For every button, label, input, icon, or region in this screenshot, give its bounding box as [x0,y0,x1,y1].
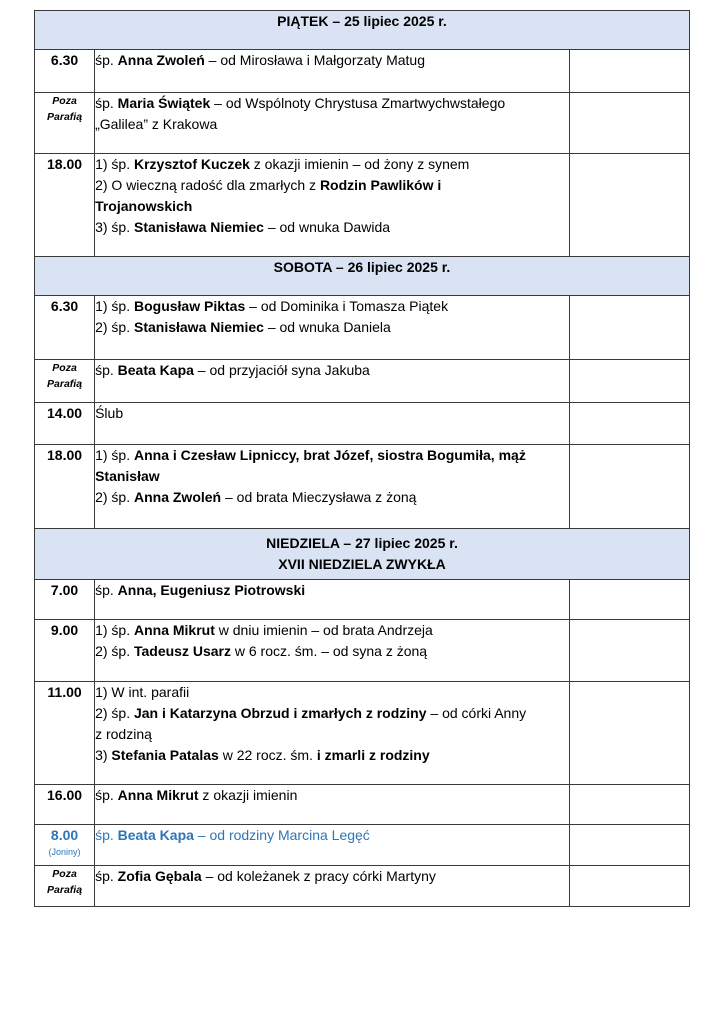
intention-line [95,296,569,317]
intention-line [95,93,569,114]
mass-time-label: 18.00 [47,447,83,463]
intention-text: „Galilea” z Krakowa [95,116,218,132]
mass-time [35,154,95,257]
notes-cell [569,93,689,154]
intention-name: Stanisława Niemiec [133,219,264,235]
intention-name: Beata Kapa [117,362,194,378]
mass-intention [95,580,570,620]
day-header-row [35,529,690,580]
day-subtitle: XVII NIEDZIELA ZWYKŁA [278,556,446,572]
intention-name: Bogusław Piktas [133,298,246,314]
mass-intention [95,445,570,529]
intention-line [95,196,569,217]
intention-text: z rodziną [95,726,152,742]
mass-entry-row [35,403,690,445]
mass-entry-row [35,825,690,866]
intention-name: Jan i Katarzyna Obrzud i zmarłych z rodziny [133,705,427,721]
mass-intention [95,50,570,93]
intention-text: z okazji imienin – od żony z synem [249,156,470,172]
intention-line [95,445,569,466]
mass-time [35,866,95,907]
intention-line [95,866,569,887]
intention-line [95,175,569,196]
notes-cell [569,403,689,445]
mass-time-label: 11.00 [47,684,82,700]
intention-line [95,682,569,703]
intention-text: śp. [95,787,118,803]
day-title: NIEDZIELA – 27 lipiec 2025 r. [266,535,458,551]
intention-line [95,785,569,806]
mass-time [35,620,95,682]
mass-time [35,825,95,866]
mass-time-label: Poza Parafią [47,868,83,896]
mass-time [35,403,95,445]
notes-cell [569,866,689,907]
mass-intention [95,682,570,785]
intention-line [95,641,569,662]
intention-text: – od przyjaciół syna Jakuba [193,362,370,378]
intention-line [95,360,569,381]
intention-text: – od Dominika i Tomasza Piątek [245,298,449,314]
intention-name: Anna Zwoleń [133,489,222,505]
day-title: SOBOTA – 26 lipiec 2025 r. [273,259,451,275]
mass-intention [95,403,570,445]
mass-entry-row [35,445,690,529]
intention-name: Anna Mikrut [133,622,215,638]
intention-text: – od Mirosława i Małgorzaty Matug [204,52,425,68]
mass-intention [95,93,570,154]
intention-text: 2) śp. [95,319,134,335]
notes-cell [569,296,689,360]
intention-text: 1) śp. [95,622,134,638]
day-header [35,529,690,580]
intention-text: 2) śp. [95,705,134,721]
intention-text: śp. [95,52,118,68]
day-header [35,257,690,296]
intention-text: – od koleżanek z pracy córki Martyny [201,868,436,884]
intention-name: Anna Mikrut [117,787,199,803]
mass-time [35,580,95,620]
mass-schedule-body [35,11,690,907]
intention-name: Maria Świątek [117,95,211,111]
day-title: PIĄTEK – 25 lipiec 2025 r. [277,13,447,29]
notes-cell [569,825,689,866]
mass-intention [95,360,570,403]
intention-text: 1) W int. parafii [95,684,190,700]
intention-line [95,487,569,508]
intention-text: 2) śp. [95,643,134,659]
mass-intention [95,296,570,360]
intention-text: śp. [95,582,118,598]
mass-intention [95,825,570,866]
mass-time [35,50,95,93]
intention-text: Ślub [95,405,124,421]
intention-line [95,703,569,724]
intention-name: Anna i Czesław Lipniccy, brat Józef, siostra Bogumiła, mąż [133,447,526,463]
mass-intention [95,866,570,907]
mass-entry-row [35,50,690,93]
intention-text: – od rodziny Marcina Legęć [193,827,370,843]
mass-time-label: 9.00 [50,622,79,638]
notes-cell [569,445,689,529]
mass-entry-row [35,620,690,682]
mass-time [35,682,95,785]
intention-text: w 22 rocz. śm. [218,747,317,763]
mass-time-label: Poza Parafią [47,95,83,123]
intention-text: – od Wspólnoty Chrystusa Zmartwychwstałego [210,95,506,111]
mass-entry-row [35,296,690,360]
intention-line [95,724,569,745]
mass-schedule-table [34,10,690,907]
intention-line [95,317,569,338]
notes-cell [569,360,689,403]
intention-text: – od wnuka Daniela [263,319,391,335]
intention-line [95,825,569,846]
notes-cell [569,620,689,682]
intention-text: – od brata Mieczysława z żoną [221,489,417,505]
mass-time-label: 18.00 [47,156,83,172]
mass-time [35,360,95,403]
intention-text: – od córki Anny [426,705,527,721]
mass-intention [95,620,570,682]
intention-text: 2) O wieczną radość dla zmarłych z [95,177,320,193]
intention-line [95,620,569,641]
intention-text: śp. [95,95,118,111]
mass-entry-row [35,580,690,620]
intention-text: z okazji imienin [198,787,298,803]
intention-text: 3) śp. [95,219,134,235]
mass-intention [95,154,570,257]
mass-time-label: 14.00 [47,405,83,421]
intention-text: 3) [95,747,112,763]
intention-line [95,114,569,135]
intention-name: Stanisława Niemiec [133,319,264,335]
mass-time [35,296,95,360]
mass-time-label: 8.00 [50,827,79,843]
intention-text: 1) śp. [95,156,134,172]
intention-name: Krzysztof Kuczek [133,156,250,172]
mass-location-tag: (Joniny) [48,847,81,857]
mass-time [35,93,95,154]
notes-cell [569,50,689,93]
intention-line [95,580,569,601]
day-header-row [35,257,690,296]
mass-entry-row [35,93,690,154]
mass-entry-row [35,682,690,785]
intention-text: 1) śp. [95,298,134,314]
intention-name: i zmarli z rodziny [316,747,430,763]
mass-time-label: 6.30 [50,52,79,68]
mass-intention [95,785,570,825]
intention-text: śp. [95,362,118,378]
intention-text: w 6 rocz. śm. – od syna z żoną [230,643,428,659]
mass-entry-row [35,154,690,257]
intention-name: Stanisław [95,468,160,484]
intention-name: Beata Kapa [117,827,194,843]
mass-time-label: 7.00 [50,582,79,598]
intention-line [95,466,569,487]
notes-cell [569,785,689,825]
mass-time-label: 6.30 [50,298,79,314]
intention-line [95,50,569,71]
intention-name: Trojanowskich [95,198,193,214]
intention-name: Anna Zwoleń [117,52,205,68]
intention-name: Rodzin Pawlików i [319,177,442,193]
mass-time [35,445,95,529]
intention-line [95,403,569,424]
day-header [35,11,690,50]
intention-line [95,154,569,175]
intention-text: 2) śp. [95,489,134,505]
notes-cell [569,154,689,257]
intention-name: Tadeusz Usarz [133,643,231,659]
mass-time-label: 16.00 [47,787,83,803]
intention-text: śp. [95,868,118,884]
intention-text: śp. [95,827,118,843]
mass-time-label: Poza Parafią [47,362,83,390]
intention-line [95,217,569,238]
day-header-row [35,11,690,50]
intention-name: Zofia Gębala [117,868,202,884]
notes-cell [569,580,689,620]
intention-text: – od wnuka Dawida [263,219,391,235]
intention-line [95,745,569,766]
notes-cell [569,682,689,785]
mass-entry-row [35,360,690,403]
intention-text: w dniu imienin – od brata Andrzeja [214,622,433,638]
intention-name: Stefania Patalas [111,747,219,763]
intention-text: 1) śp. [95,447,134,463]
mass-entry-row [35,866,690,907]
intention-name: Anna, Eugeniusz Piotrowski [117,582,306,598]
mass-entry-row [35,785,690,825]
mass-time [35,785,95,825]
